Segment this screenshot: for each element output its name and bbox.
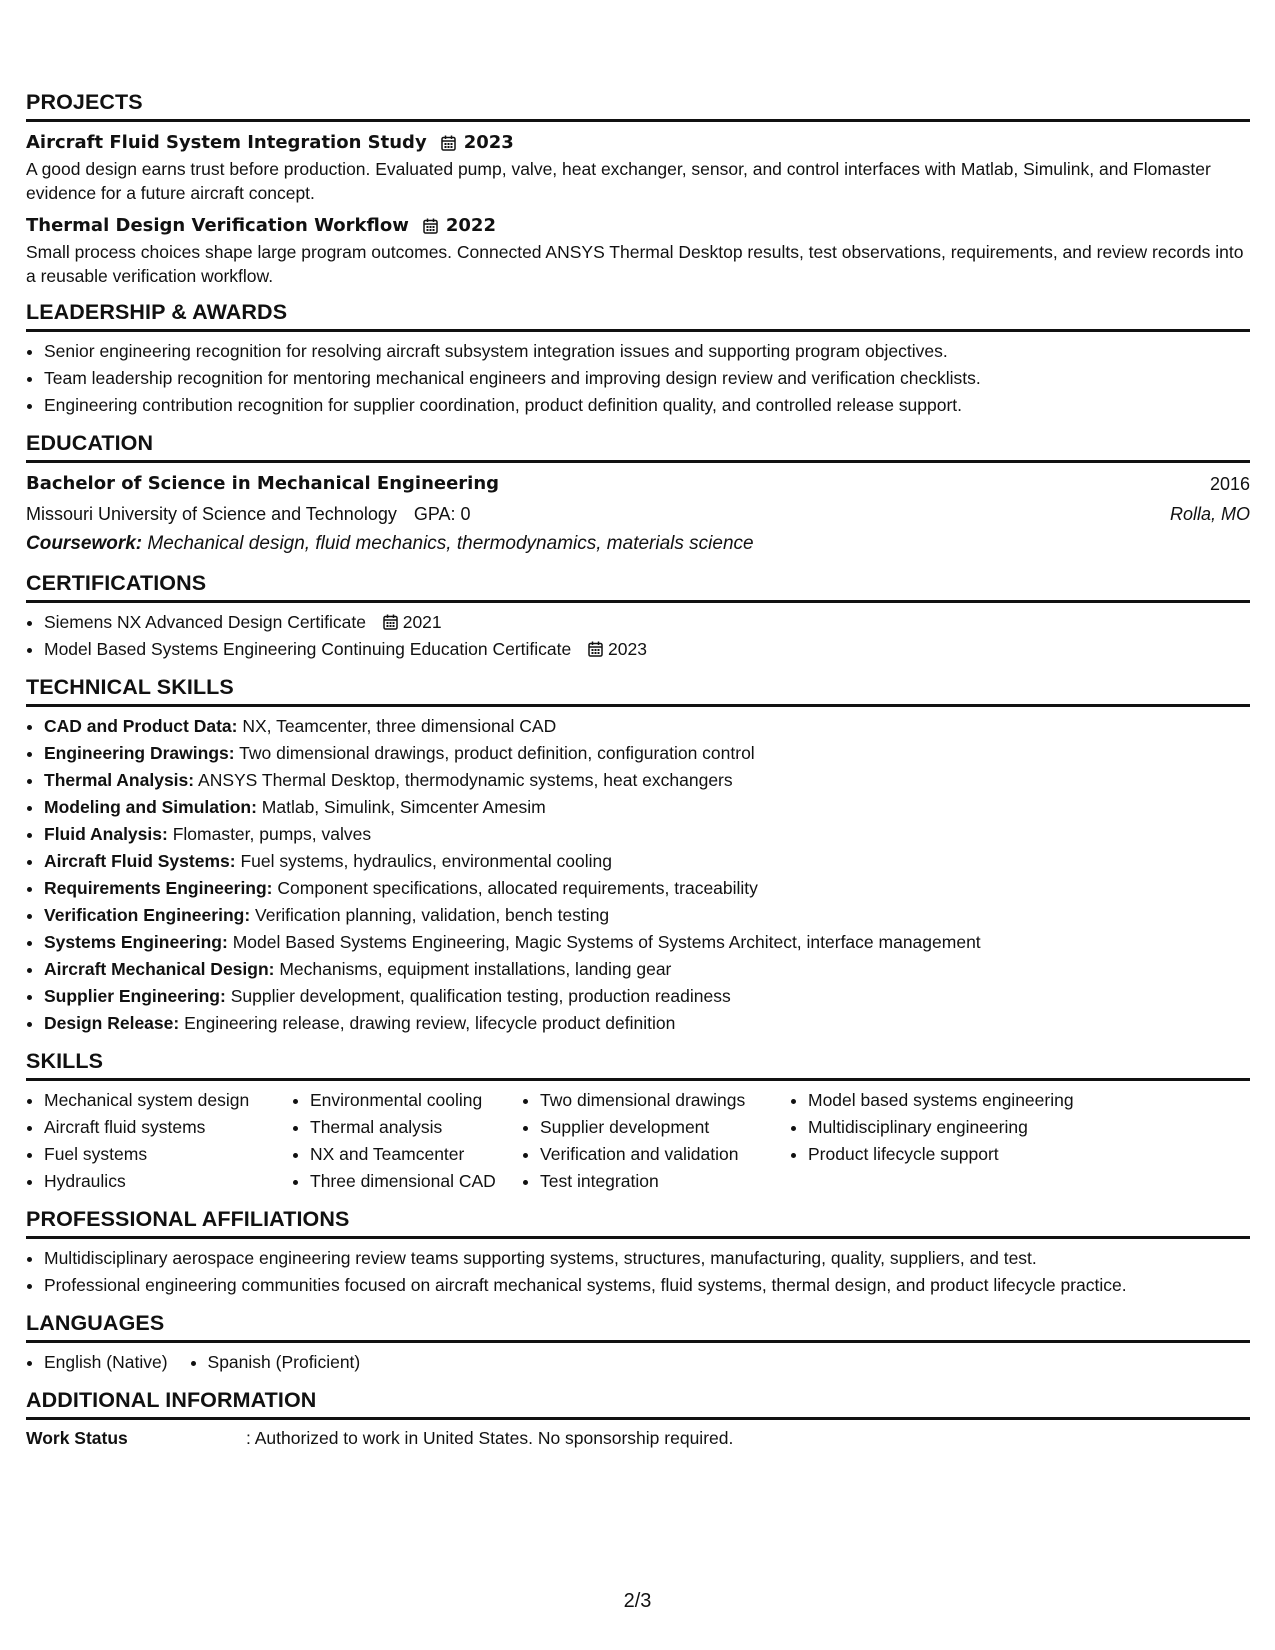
skill-category: Aircraft Fluid Systems: xyxy=(44,851,236,871)
list-item: • Mechanical system design xyxy=(44,1087,292,1114)
skill-category: Thermal Analysis: xyxy=(44,770,195,790)
list-item xyxy=(44,794,1250,821)
list-item xyxy=(44,848,1250,875)
certifications-list xyxy=(26,609,1250,663)
work-status-row xyxy=(26,1428,1250,1449)
list-item xyxy=(44,1010,1250,1037)
projects-section xyxy=(26,90,1250,288)
education-degree-row xyxy=(26,469,1250,499)
skill-detail: Verification planning, validation, bench testing xyxy=(255,905,610,925)
school-location: Rolla, MO xyxy=(1169,504,1250,524)
languages-heading: LANGUAGES xyxy=(26,1311,1250,1343)
project-name: Thermal Design Verification Workflow xyxy=(26,215,409,236)
list-item xyxy=(44,740,1250,767)
affiliations-section xyxy=(26,1207,1250,1299)
list-item: • Senior engineering recognition for resolving aircraft subsystem integration issues and supporting program objectives. xyxy=(44,338,1250,365)
technical-skills-section xyxy=(26,675,1250,1037)
list-item: • Multidisciplinary aerospace engineering review teams supporting systems, structures, manufacturing, quality, suppliers, and test. xyxy=(44,1245,1250,1272)
work-status-value: : Authorized to work in United States. No sponsorship required. xyxy=(246,1428,734,1448)
list-item: • Three dimensional CAD xyxy=(310,1168,522,1195)
skill-category: Design Release: xyxy=(44,1013,180,1033)
list-item: • Verification and validation xyxy=(540,1141,790,1168)
project-description: Small process choices shape large program outcomes. Connected ANSYS Thermal Desktop results, test observations, requirements, and review records into a reusable verification workflow. xyxy=(26,242,1244,286)
certification-year: 2023 xyxy=(608,639,647,659)
list-item: • Model based systems engineering xyxy=(808,1087,1128,1114)
skill-category: Requirements Engineering: xyxy=(44,878,273,898)
list-item: • Engineering contribution recognition for supplier coordination, product definition quality, and controlled release support. xyxy=(44,392,1250,419)
skill-detail: NX, Teamcenter, three dimensional CAD xyxy=(242,716,557,736)
calendar-icon xyxy=(383,614,398,630)
languages-section xyxy=(26,1311,1250,1376)
affiliations-list xyxy=(26,1245,1250,1299)
skill-category: Fluid Analysis: xyxy=(44,824,168,844)
coursework-list: Mechanical design, fluid mechanics, thermodynamics, materials science xyxy=(147,533,754,554)
skill-category: Supplier Engineering: xyxy=(44,986,226,1006)
list-item xyxy=(44,713,1250,740)
skill-category: Systems Engineering: xyxy=(44,932,228,952)
coursework-label: Coursework: xyxy=(26,533,143,554)
education-school-row xyxy=(26,499,1250,529)
resume-page xyxy=(26,90,1250,1461)
list-item: • Team leadership recognition for mentoring mechanical engineers and improving design review and verification checklists. xyxy=(44,365,1250,392)
list-item xyxy=(44,767,1250,794)
skills-column xyxy=(292,1087,522,1195)
page-number: 2/3 xyxy=(623,1590,652,1612)
coursework xyxy=(26,529,1250,559)
leadership-heading: LEADERSHIP & AWARDS xyxy=(26,300,1250,332)
list-item: • Environmental cooling xyxy=(310,1087,522,1114)
leadership-list xyxy=(26,338,1250,419)
work-status-label: Work Status xyxy=(26,1428,128,1448)
skills-column xyxy=(790,1087,1128,1195)
certification-name: Model Based Systems Engineering Continuing Education Certificate xyxy=(44,639,572,659)
technical-skills-heading: TECHNICAL SKILLS xyxy=(26,675,1250,707)
skill-detail: Engineering release, drawing review, lifecycle product definition xyxy=(184,1013,676,1033)
additional-info-section xyxy=(26,1388,1250,1449)
calendar-icon xyxy=(588,641,603,657)
list-item: • Test integration xyxy=(540,1168,790,1195)
certification-year: 2021 xyxy=(402,612,442,632)
skill-detail: Two dimensional drawings, product definition, configuration control xyxy=(239,743,755,763)
technical-skills-list xyxy=(26,713,1250,1037)
project-year: 2023 xyxy=(463,132,514,153)
education-heading: EDUCATION xyxy=(26,431,1250,463)
list-item: • Spanish (Proficient) xyxy=(208,1349,361,1376)
skill-category: Aircraft Mechanical Design: xyxy=(44,959,275,979)
project-title xyxy=(26,215,1250,236)
graduation-year: 2016 xyxy=(1209,474,1250,494)
list-item: • Professional engineering communities focused on aircraft mechanical systems, fluid systems, thermal design, and product lifecycle practice. xyxy=(44,1272,1250,1299)
list-item xyxy=(44,902,1250,929)
gpa: GPA: 0 xyxy=(413,504,471,524)
skill-category: CAD and Product Data: xyxy=(44,716,238,736)
skills-section xyxy=(26,1049,1250,1195)
list-item: • Hydraulics xyxy=(44,1168,292,1195)
skill-detail: Model Based Systems Engineering, Magic Systems of Systems Architect, interface management xyxy=(232,932,981,952)
calendar-icon xyxy=(423,218,438,234)
list-item xyxy=(44,821,1250,848)
list-item: • Multidisciplinary engineering xyxy=(808,1114,1128,1141)
list-item: • Two dimensional drawings xyxy=(540,1087,790,1114)
skill-detail: Component specifications, allocated requirements, traceability xyxy=(277,878,758,898)
skill-detail: Supplier development, qualification testing, production readiness xyxy=(230,986,731,1006)
list-item: • Supplier development xyxy=(540,1114,790,1141)
languages-list xyxy=(26,1349,1250,1376)
list-item xyxy=(44,636,1250,663)
certifications-section xyxy=(26,571,1250,663)
list-item: • English (Native) xyxy=(44,1349,168,1376)
skill-detail: Fuel systems, hydraulics, environmental cooling xyxy=(240,851,613,871)
list-item xyxy=(44,609,1250,636)
leadership-section xyxy=(26,300,1250,419)
skill-category: Verification Engineering: xyxy=(44,905,251,925)
project-name: Aircraft Fluid System Integration Study xyxy=(26,132,427,153)
additional-info-heading: ADDITIONAL INFORMATION xyxy=(26,1388,1250,1420)
skills-grid xyxy=(26,1087,1250,1195)
skills-column xyxy=(26,1087,292,1195)
certification-name: Siemens NX Advanced Design Certificate xyxy=(44,612,366,632)
skill-detail: Mechanisms, equipment installations, landing gear xyxy=(279,959,672,979)
project-description: A good design earns trust before production. Evaluated pump, valve, heat exchanger, sensor, and control interfaces with Matlab, Simulink, and Flomaster evidence for a future aircraft concept. xyxy=(26,159,1211,203)
certifications-heading: CERTIFICATIONS xyxy=(26,571,1250,603)
skill-category: Modeling and Simulation: xyxy=(44,797,257,817)
calendar-icon xyxy=(441,135,456,151)
skill-detail: Matlab, Simulink, Simcenter Amesim xyxy=(261,797,546,817)
list-item xyxy=(44,983,1250,1010)
list-item: • Fuel systems xyxy=(44,1141,292,1168)
school-name: Missouri University of Science and Technology xyxy=(26,504,397,524)
skill-detail: Flomaster, pumps, valves xyxy=(172,824,372,844)
list-item xyxy=(44,956,1250,983)
projects-heading: PROJECTS xyxy=(26,90,1250,122)
skill-detail: ANSYS Thermal Desktop, thermodynamic systems, heat exchangers xyxy=(198,770,733,790)
affiliations-heading: PROFESSIONAL AFFILIATIONS xyxy=(26,1207,1250,1239)
project-title xyxy=(26,132,1250,153)
list-item: • Product lifecycle support xyxy=(808,1141,1128,1168)
skills-heading: SKILLS xyxy=(26,1049,1250,1081)
list-item: • Thermal analysis xyxy=(310,1114,522,1141)
list-item xyxy=(44,929,1250,956)
list-item: • NX and Teamcenter xyxy=(310,1141,522,1168)
degree-name: Bachelor of Science in Mechanical Engineering xyxy=(26,473,500,494)
skills-column xyxy=(522,1087,790,1195)
skill-category: Engineering Drawings: xyxy=(44,743,235,763)
list-item xyxy=(44,875,1250,902)
project-year: 2022 xyxy=(445,215,496,236)
list-item: • Aircraft fluid systems xyxy=(44,1114,292,1141)
education-section xyxy=(26,431,1250,559)
